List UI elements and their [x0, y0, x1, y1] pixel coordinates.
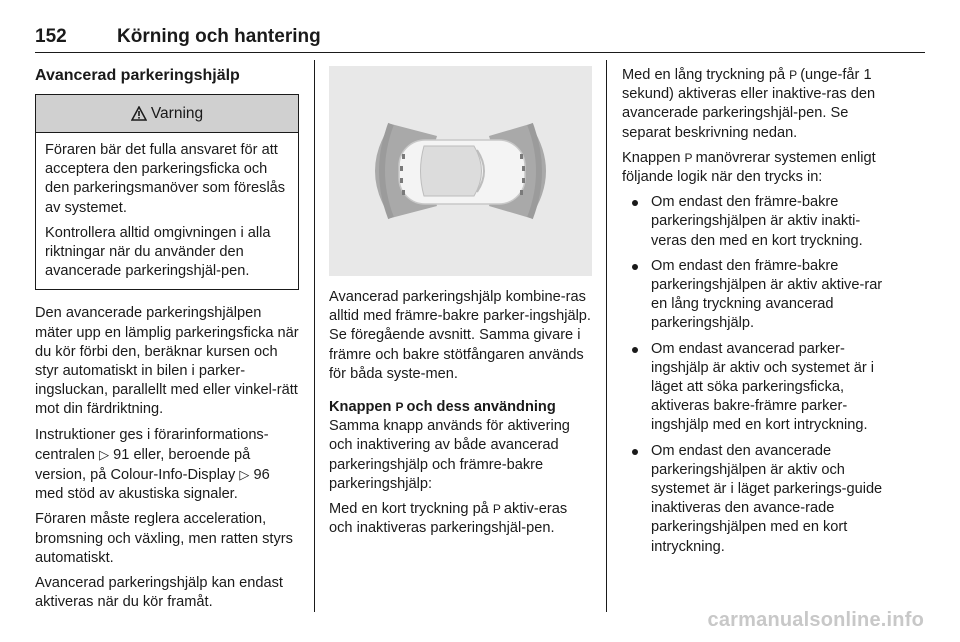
subsection-heading — [329, 398, 592, 417]
body-paragraph — [622, 149, 890, 187]
bullet-dot-icon — [632, 347, 638, 353]
section-title: Avancerad parkeringshjälp — [35, 67, 240, 84]
list-item — [622, 193, 890, 251]
body-paragraph — [622, 66, 890, 143]
body-paragraph — [35, 426, 301, 505]
column-right — [622, 66, 890, 563]
text-run: med stöd av akustiska signaler. — [35, 486, 238, 503]
text-run: eller, beroende på version, på Colour-Info-Display — [35, 446, 251, 484]
bullet-list — [622, 193, 890, 557]
watermark: carmanualsonline.info — [707, 609, 924, 631]
column-left — [35, 60, 301, 618]
list-item-text: Om endast den främre-bakre parkeringshjälpen är aktiv inakti-veras den med en kort tryckning. — [651, 194, 863, 249]
page-ref-link[interactable]: 91 — [113, 446, 130, 463]
warning-header — [36, 95, 298, 133]
text-run: aktiv-eras och inaktiveras parkeringshjäl-pen. — [329, 501, 568, 537]
parking-assist-button-icon: P — [684, 150, 692, 165]
bullet-dot-icon — [632, 200, 638, 206]
bullet-dot-icon — [632, 449, 638, 455]
warning-paragraph: Föraren bär det fulla ansvaret för att acceptera den parkeringsficka och den parkeringsmanöver som föreslås av systemet. — [45, 142, 286, 216]
warning-paragraph: Kontrollera alltid omgivningen i alla riktningar när du använder den avancerade parkeringshjäl-pen. — [45, 224, 271, 280]
header-rule — [35, 52, 925, 53]
list-item — [622, 340, 890, 436]
body-paragraph: Den avancerade parkeringshjälpen mäter upp en lämplig parkeringsficka när du kör förbi den, beräknar kursen och styr automatiskt in bilen i parker-ingsluckan, parallellt med eller vinkel-rätt mot din färdriktning. — [35, 305, 299, 418]
text-run: Med en kort tryckning på — [329, 501, 493, 518]
text-run: (unge-får 1 sekund) aktiveras eller inaktive-ras den avancerade parkeringshjäl-pen. Se separat beskrivning nedan. — [622, 67, 876, 141]
page-ref-arrow-icon: ▷ — [99, 446, 110, 462]
text-run: Knappen — [329, 399, 396, 416]
car-parking-zones-illustration — [329, 66, 592, 276]
list-item — [622, 442, 890, 557]
body-paragraph: Föraren måste reglera acceleration, bromsning och växling, men ratten styrs automatiskt. — [35, 511, 293, 566]
page-header — [35, 26, 925, 54]
text-run: Med en lång tryckning på — [622, 67, 790, 83]
body-paragraph — [329, 500, 592, 538]
column-divider — [606, 60, 607, 612]
list-item-text: Om endast den främre-bakre parkeringshjälpen är aktiv aktive-rar en lång tryckning avancerad parkeringshjälp. — [651, 257, 883, 332]
page-ref-arrow-icon: ▷ — [239, 467, 250, 483]
warning-body — [36, 133, 298, 289]
warning-box — [35, 94, 299, 290]
list-item-text: Om endast avancerad parker-ingshjälp är aktiv och systemet är i läget att söka parkeringsficka, aktiveras bakre-främre parker-ingshjälp med en kort intryckning. — [651, 340, 875, 434]
text-run: Knappen — [622, 149, 685, 166]
body-paragraph: Samma knapp används för aktivering och inaktivering av både avancerad parkeringshjälp och främre-bakre parkeringshjälp: — [329, 418, 570, 492]
bullet-dot-icon — [632, 264, 638, 270]
text-run: och dess användning — [402, 399, 556, 416]
parking-sensor-figure — [329, 66, 592, 276]
chapter-title: Körning och hantering — [117, 26, 321, 47]
figure-caption: Avancerad parkeringshjälp kombine-ras alltid med främre-bakre parker-ingshjälp. Se föregående avsnitt. Samma givare i främre och bakre stötfångaren används för båda syste-men. — [329, 289, 591, 382]
body-paragraph: Avancerad parkeringshjälp kan endast aktiveras när du kör framåt. — [35, 575, 283, 611]
list-item-text: Om endast den avancerade parkeringshjälpen är aktiv och systemet är i läget parkerings-guide inaktiveras den avance-rade parkeringshjälpen med en kort intryckning. — [651, 442, 883, 555]
parking-assist-button-icon: P — [492, 502, 500, 517]
parking-assist-button-icon: P — [395, 400, 403, 415]
page-ref-link[interactable]: 96 — [253, 467, 270, 484]
warning-title: Varning — [150, 104, 204, 122]
text-run: Instruktioner ges i förarinformations-centralen — [35, 426, 269, 463]
warning-triangle-icon — [131, 106, 147, 121]
text-run: manövrerar systemen enligt följande logik när den trycks in: — [622, 149, 876, 186]
page-number: 152 — [35, 26, 67, 47]
list-item — [622, 257, 890, 334]
column-divider — [314, 60, 315, 612]
column-middle — [329, 60, 592, 544]
parking-assist-button-icon: P — [789, 68, 797, 82]
